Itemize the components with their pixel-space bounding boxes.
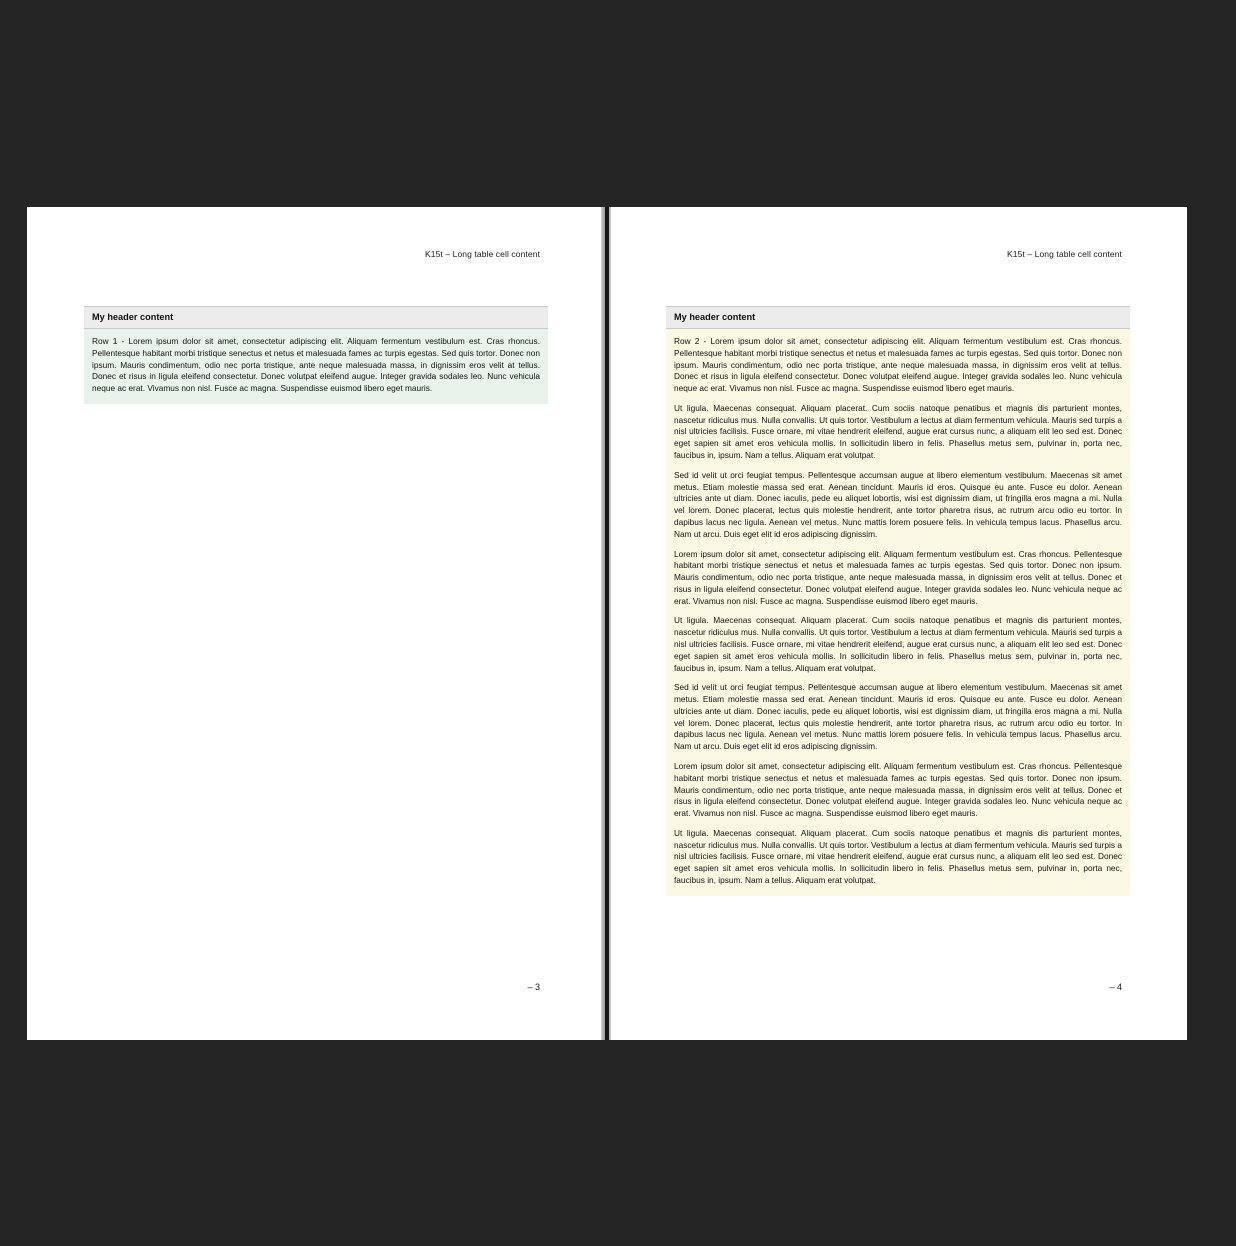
running-head-left: K15t – Long table cell content (425, 249, 540, 259)
table-header-cell-right: My header content (666, 306, 1130, 329)
cell-paragraph: Sed id velit ut orci feugiat tempus. Pellentesque accumsan augue at libero elementum vestibulum. Maecenas sit amet metus. Etiam molestie massa sed erat. Aenean tincidunt. Mauris id eros. Quisque eu ante. Fusce eu dolor. Aenean ultricies ante ut diam. Donec iaculis, pede eu aliquet lobortis, wisi est dignissim diam, ut fringilla eros magna a mi. Nulla vel lorem. Donec placerat, lectus quis molestie hendrerit, ante tortor pharetra risus, ac rutrum arcu odio eu tortor. In dapibus lacus nec ligula. Aenean vel metus. Nunc mattis lorem posuere felis. In vehicula tempus lacus. Phasellus arcu. Nam ut arcu. Duis eget elit id eros adipiscing dignissim. (674, 682, 1122, 752)
page-right (609, 207, 1187, 1040)
cell-paragraph: Row 1 - Lorem ipsum dolor sit amet, consectetur adipiscing elit. Aliquam fermentum vestibulum est. Cras rhoncus. Pellentesque habitant morbi tristique senectus et netus et malesuada fames ac turpis egestas. Sed quis tortor. Donec non ipsum. Mauris condimentum, odio nec porta tristique, ante neque malesuada massa, in dignissim eros velit at tellus. Donec et risus in ligula eleifend consectetur. Donec volutpat eleifend augue. Integer gravida sodales leo. Nunc vehicula neque ac erat. Vivamus non nisl. Fusce ac magna. Suspendisse euismod libero eget mauris. (92, 336, 540, 394)
page-spread (27, 207, 1187, 1040)
table-body-cell-right (666, 329, 1130, 896)
table-right (666, 306, 1130, 896)
cell-paragraph: Ut ligula. Maecenas consequat. Aliquam placerat. Cum sociis natoque penatibus et magnis dis parturient montes, nascetur ridiculus mus. Nulla convallis. Ut quis tortor. Vestibulum a lectus at diam fermentum vehicula. Mauris sed turpis a nisl ultricies facilisis. Fusce ornare, mi vitae hendrerit eleifend, augue erat cursus nunc, a aliquam elit leo sed est. Donec eget sapien sit amet eros vehicula mollis. In sollicitudin libero in felis. Phasellus metus sem, pulvinar in, porta nec, faucibus in, ipsum. Nam a tellus. Aliquam erat volutpat. (674, 827, 1122, 886)
table-body-cell-left (84, 329, 548, 404)
table-left (84, 306, 548, 404)
cell-paragraph: Lorem ipsum dolor sit amet, consectetur adipiscing elit. Aliquam fermentum vestibulum est. Cras rhoncus. Pellentesque habitant morbi tristique senectus et netus et malesuada fames ac turpis egestas. Sed quis tortor. Donec non ipsum. Mauris condimentum, odio nec porta tristique, ante neque malesuada massa, in dignissim eros velit at tellus. Donec et risus in ligula eleifend consectetur. Donec volutpat eleifend augue. Integer gravida sodales leo. Nunc vehicula neque ac erat. Vivamus non nisl. Fusce ac magna. Suspendisse euismod libero eget mauris. (674, 761, 1122, 819)
cell-paragraph: Sed id velit ut orci feugiat tempus. Pellentesque accumsan augue at libero elementum vestibulum. Maecenas sit amet metus. Etiam molestie massa sed erat. Aenean tincidunt. Mauris id eros. Quisque eu ante. Fusce eu dolor. Aenean ultricies ante ut diam. Donec iaculis, pede eu aliquet lobortis, wisi est dignissim diam, ut fringilla eros magna a mi. Nulla vel lorem. Donec placerat, lectus quis molestie hendrerit, ante tortor pharetra risus, ac rutrum arcu odio eu tortor. In dapibus lacus nec ligula. Aenean vel metus. Nunc mattis lorem posuere felis. In vehicula tempus lacus. Phasellus arcu. Nam ut arcu. Duis eget elit id eros adipiscing dignissim. (674, 469, 1122, 539)
cell-paragraph: Lorem ipsum dolor sit amet, consectetur adipiscing elit. Aliquam fermentum vestibulum est. Cras rhoncus. Pellentesque habitant morbi tristique senectus et netus et malesuada fames ac turpis egestas. Sed quis tortor. Donec non ipsum. Mauris condimentum, odio nec porta tristique, ante neque malesuada massa, in dignissim eros velit at tellus. Donec et risus in ligula eleifend consectetur. Donec volutpat eleifend augue. Integer gravida sodales leo. Nunc vehicula neque ac erat. Vivamus non nisl. Fusce ac magna. Suspendisse euismod libero eget mauris. (674, 548, 1122, 606)
page-number-left: – 3 (527, 982, 540, 992)
cell-paragraph: Ut ligula. Maecenas consequat. Aliquam placerat. Cum sociis natoque penatibus et magnis dis parturient montes, nascetur ridiculus mus. Nulla convallis. Ut quis tortor. Vestibulum a lectus at diam fermentum vehicula. Mauris sed turpis a nisl ultricies facilisis. Fusce ornare, mi vitae hendrerit eleifend, augue erat cursus nunc, a aliquam elit leo sed est. Donec eget sapien sit amet eros vehicula mollis. In sollicitudin libero in felis. Phasellus metus sem, pulvinar in, porta nec, faucibus in, ipsum. Nam a tellus. Aliquam erat volutpat. (674, 615, 1122, 673)
table-header-cell-left: My header content (84, 306, 548, 329)
running-head-right: K15t – Long table cell content (1007, 249, 1122, 259)
cell-paragraph: Ut ligula. Maecenas consequat. Aliquam placerat. Cum sociis natoque penatibus et magnis dis parturient montes, nascetur ridiculus mus. Nulla convallis. Ut quis tortor. Vestibulum a lectus at diam fermentum vehicula. Mauris sed turpis a nisl ultricies facilisis. Fusce ornare, mi vitae hendrerit eleifend, augue erat cursus nunc, a aliquam elit leo sed est. Donec eget sapien sit amet eros vehicula mollis. In sollicitudin libero in felis. Phasellus metus sem, pulvinar in, porta nec, faucibus in, ipsum. Nam a tellus. Aliquam erat volutpat. (674, 402, 1122, 461)
page-left (27, 207, 605, 1040)
cell-paragraph: Row 2 - Lorem ipsum dolor sit amet, consectetur adipiscing elit. Aliquam fermentum vestibulum est. Cras rhoncus. Pellentesque habitant morbi tristique senectus et netus et malesuada fames ac turpis egestas. Sed quis tortor. Donec non ipsum. Mauris condimentum, odio nec porta tristique, ante neque malesuada massa, in dignissim eros velit at tellus. Donec et risus in ligula eleifend consectetur. Donec volutpat eleifend augue. Integer gravida sodales leo. Nunc vehicula neque ac erat. Vivamus non nisl. Fusce ac magna. Suspendisse euismod libero eget mauris. (674, 336, 1122, 394)
page-number-right: – 4 (1109, 982, 1122, 992)
